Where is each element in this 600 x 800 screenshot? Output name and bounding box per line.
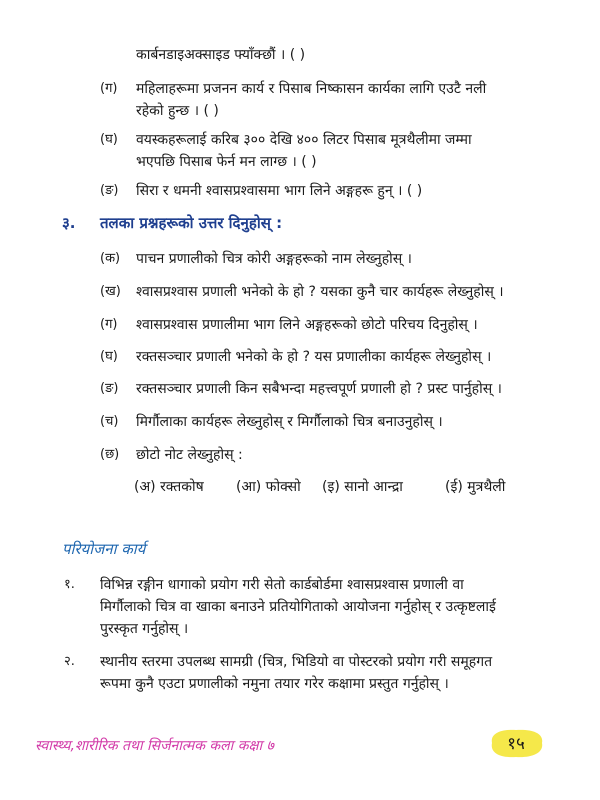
section2-item-3-line-2: भएपछि पिसाब फेर्न मन लाग्छ । ( ) [136,154,317,170]
section3-item-text: मिर्गौलाका कार्यहरू लेख्नुहोस् र मिर्गौलाको चित्र बनाउनुहोस् । [136,414,443,430]
option-item: (ई) मुत्रथैली [445,479,506,495]
project-item-1-line-3: पुरस्कृत गर्नुहोस् । [100,621,189,637]
project-item-2-line-1: स्थानीय स्तरमा उपलब्ध सामग्री (चित्र, भिडियो वा पोस्टरको प्रयोग गरी समूहगत [100,654,493,670]
section3-number: ३. [62,214,76,232]
section3-item-marker: (च) [100,414,119,429]
project-item-1-line-2: मिर्गौलाको चित्र वा खाका बनाउने प्रतियोगिताको आयोजना गर्नुहोस् र उत्कृष्टलाई [100,599,496,615]
footer-title: स्वास्थ्य,शारीरिक तथा सिर्जनात्मक कला कक्षा ७ [35,738,274,754]
section2-item-3-marker: (घ) [100,132,118,147]
page-number-badge [486,727,546,759]
section3-item-text: रक्तसञ्चार प्रणाली किन सबैभन्दा महत्त्वपूर्ण प्रणाली हो ? प्रस्ट पार्नुहोस् । [136,381,502,397]
section3-item-text: श्वासप्रश्वास प्रणाली भनेको के हो ? यसका कुनै चार कार्यहरू लेख्नुहोस् । [136,284,504,300]
project-title: परियोजना कार्य [62,540,146,558]
section3-item-marker: (छ) [100,447,120,462]
project-item-2-line-2: रूपमा कुनै एउटा प्रणालीको नमुना तयार गरेर कक्षामा प्रस्तुत गर्नुहोस् । [100,676,449,692]
section2-item-2-line-1: महिलाहरूमा प्रजनन कार्य र पिसाब निष्कासन कार्यका लागि एउटै नली [136,81,487,97]
section2-item-4-line-1: सिरा र धमनी श्वासप्रश्वासमा भाग लिने अङ्गहरू हुन् । ( ) [136,183,423,199]
project-item-2-marker: २. [64,654,75,669]
option-item: (आ) फोक्सो [236,479,301,495]
section3-item-text: रक्तसञ्चार प्रणाली भनेको के हो ? यस प्रणालीका कार्यहरू लेख्नुहोस् । [136,349,492,365]
section3-item-marker: (ख) [100,284,121,299]
section3-item-text: श्वासप्रश्वास प्रणालीमा भाग लिने अङ्गहरूको छोटो परिचय दिनुहोस् । [136,317,478,333]
section2-item-2-marker: (ग) [100,81,118,96]
project-item-1-line-1: विभिन्न रङ्गीन धागाको प्रयोग गरी सेतो कार्डबोर्डमा श्वासप्रश्वास प्रणाली वा [100,577,464,593]
page-number: १५ [507,734,525,754]
section3-item-marker: (क) [100,251,121,266]
section3-item-text: छोटो नोट लेख्नुहोस् : [136,447,243,463]
section2-item-2-line-2: रहेको हुन्छ । ( ) [136,103,219,119]
section3-item-text: पाचन प्रणालीको चित्र कोरी अङ्गहरूको नाम लेख्नुहोस् । [136,251,412,267]
section2-item-3-line-1: वयस्कहरूलाई करिब ३०० देखि ४०० लिटर पिसाब मूत्रथैलीमा जम्मा [136,132,472,148]
option-item: (अ) रक्तकोष [134,479,204,495]
section3-item-marker: (ङ) [100,381,119,396]
section3-title: तलका प्रश्नहरूको उत्तर दिनुहोस् : [100,214,283,232]
project-item-1-marker: १. [64,577,75,592]
section3-item-marker: (घ) [100,349,118,364]
section2-item-4-marker: (ङ) [100,183,119,198]
section2-item-1-line-1: कार्बनडाइअक्साइड फ्याँक्छौं । ( ) [136,47,306,63]
option-item: (इ) सानो आन्द्रा [322,479,403,495]
section3-item-marker: (ग) [100,317,118,332]
